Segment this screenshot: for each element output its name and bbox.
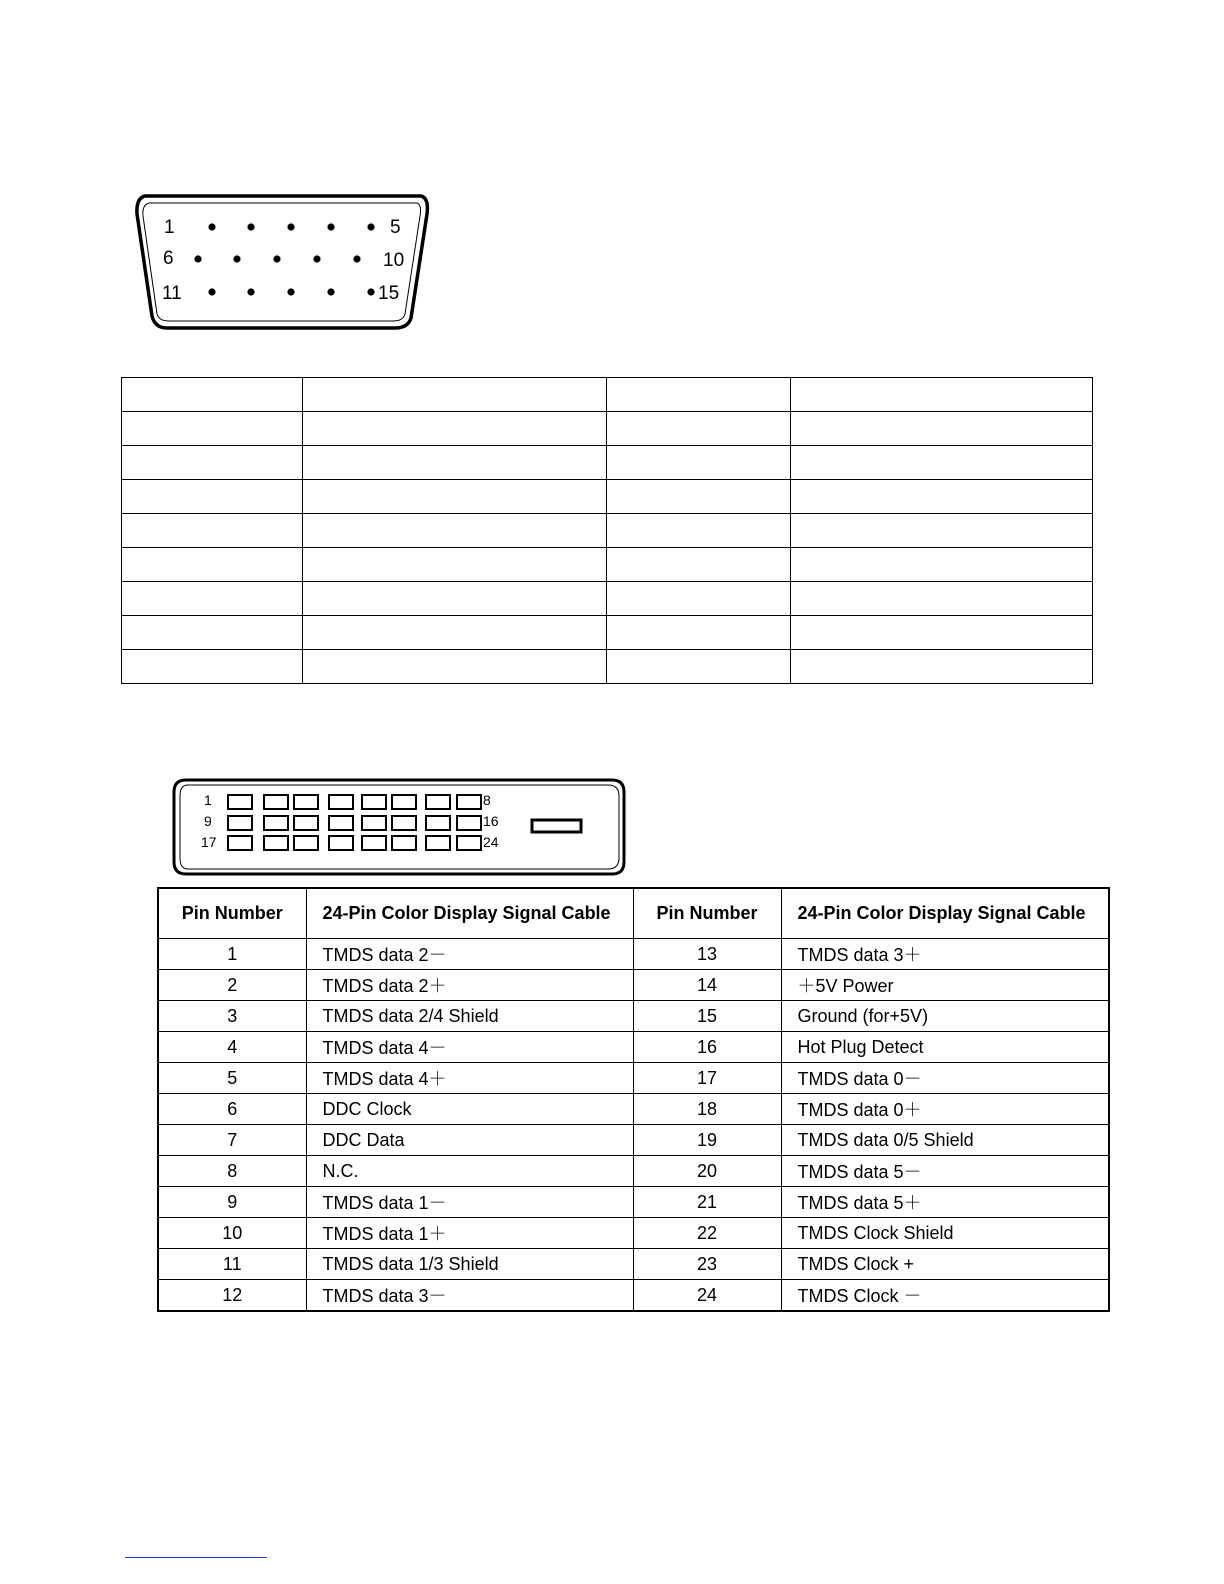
table-row (158, 1063, 1109, 1094)
dvi-label-pin-9: 9 (204, 813, 212, 829)
dvi-pin (228, 816, 252, 830)
vga-label-pin-15: 15 (378, 283, 400, 304)
vga-table-cell (607, 412, 791, 446)
vga-table-cell (122, 582, 303, 616)
vga-pin (287, 223, 294, 230)
vga-pin (327, 223, 334, 230)
signal-cell: TMDS Clock － (781, 1280, 1109, 1312)
dvi-label-pin-24: 24 (483, 834, 499, 850)
table-row (158, 1032, 1109, 1063)
dvi-label-pin-17: 17 (201, 834, 217, 850)
signal-cell: Hot Plug Detect (781, 1032, 1109, 1063)
signal-cell: TMDS data 3－ (306, 1280, 633, 1312)
vga-table-row (122, 616, 1093, 650)
vga-pin (353, 255, 360, 262)
vga-table-row (122, 650, 1093, 684)
signal-cell: Ground (for+5V) (781, 1001, 1109, 1032)
dvi-pin (264, 816, 288, 830)
vga-pin (287, 288, 294, 295)
vga-table-cell (122, 480, 303, 514)
dvi-pin (426, 795, 450, 809)
dvi-pin (457, 816, 481, 830)
dvi-pin (392, 816, 416, 830)
pin-number-cell: 8 (158, 1156, 306, 1187)
signal-cell: TMDS data 1－ (306, 1187, 633, 1218)
vga-table-cell (607, 616, 791, 650)
vga-pin (208, 223, 215, 230)
signal-cell: TMDS data 5－ (781, 1156, 1109, 1187)
signal-cell: TMDS Clock Shield (781, 1218, 1109, 1249)
table-row (158, 1094, 1109, 1125)
vga-table-cell (122, 412, 303, 446)
pin-number-cell: 18 (633, 1094, 781, 1125)
dvi-pin (426, 836, 450, 850)
vga-table-cell (303, 412, 607, 446)
vga-table-cell (303, 548, 607, 582)
pin-number-cell: 9 (158, 1187, 306, 1218)
header-signal-left: 24-Pin Color Display Signal Cable (306, 888, 633, 939)
pin-number-cell: 17 (633, 1063, 781, 1094)
signal-cell: N.C. (306, 1156, 633, 1187)
vga-table-cell (791, 616, 1093, 650)
pin-number-cell: 10 (158, 1218, 306, 1249)
vga-pin (367, 288, 374, 295)
table-row (158, 970, 1109, 1001)
pin-number-cell: 11 (158, 1249, 306, 1280)
signal-cell: TMDS data 5＋ (781, 1187, 1109, 1218)
table-row (158, 1001, 1109, 1032)
dvi-label-pin-1: 1 (204, 792, 212, 808)
dvi-connector-diagram (172, 778, 626, 876)
signal-cell: TMDS data 1＋ (306, 1218, 633, 1249)
vga-table-cell (303, 480, 607, 514)
pin-number-cell: 6 (158, 1094, 306, 1125)
vga-table-row (122, 446, 1093, 480)
dvi-ground-blade (532, 820, 581, 832)
pin-number-cell: 21 (633, 1187, 781, 1218)
vga-table-row (122, 582, 1093, 616)
vga-table-cell (303, 378, 607, 412)
vga-table-cell (791, 650, 1093, 684)
table-row (158, 1218, 1109, 1249)
vga-pin (273, 255, 280, 262)
vga-label-pin-1: 1 (164, 217, 175, 238)
vga-table-cell (607, 650, 791, 684)
vga-table-cell (791, 582, 1093, 616)
dvi-pin (228, 795, 252, 809)
vga-table-cell (791, 446, 1093, 480)
table-row (158, 1156, 1109, 1187)
signal-cell: TMDS data 0＋ (781, 1094, 1109, 1125)
vga-table-cell (607, 378, 791, 412)
footer-rule (125, 1557, 267, 1558)
dvi-label-pin-8: 8 (483, 792, 491, 808)
dvi-pin (457, 795, 481, 809)
pin-number-cell: 23 (633, 1249, 781, 1280)
vga-table-cell (791, 412, 1093, 446)
signal-cell: TMDS data 2－ (306, 939, 633, 970)
signal-cell: TMDS data 2/4 Shield (306, 1001, 633, 1032)
pin-number-cell: 19 (633, 1125, 781, 1156)
header-signal-right: 24-Pin Color Display Signal Cable (781, 888, 1109, 939)
pin-number-cell: 4 (158, 1032, 306, 1063)
vga-table-cell (303, 446, 607, 480)
dvi-pin (294, 836, 318, 850)
table-row (158, 1249, 1109, 1280)
pin-number-cell: 5 (158, 1063, 306, 1094)
signal-cell: TMDS data 4＋ (306, 1063, 633, 1094)
dvi-pin-table (157, 887, 1110, 1312)
vga-table-row (122, 412, 1093, 446)
pin-number-cell: 22 (633, 1218, 781, 1249)
signal-cell: TMDS data 1/3 Shield (306, 1249, 633, 1280)
signal-cell: TMDS data 0－ (781, 1063, 1109, 1094)
dvi-pin (294, 795, 318, 809)
pin-number-cell: 20 (633, 1156, 781, 1187)
vga-table-cell (791, 378, 1093, 412)
vga-table-cell (122, 650, 303, 684)
vga-table-cell (607, 582, 791, 616)
dvi-pin (264, 836, 288, 850)
signal-cell: ＋5V Power (781, 970, 1109, 1001)
pin-number-cell: 7 (158, 1125, 306, 1156)
dvi-pin (362, 795, 386, 809)
pin-number-cell: 3 (158, 1001, 306, 1032)
vga-pin-table (121, 377, 1093, 684)
pin-number-cell: 16 (633, 1032, 781, 1063)
vga-table-cell (607, 514, 791, 548)
vga-table-row (122, 514, 1093, 548)
vga-table-cell (303, 582, 607, 616)
vga-table-cell (122, 514, 303, 548)
vga-label-pin-6: 6 (163, 248, 174, 269)
vga-pin (367, 223, 374, 230)
vga-pin (327, 288, 334, 295)
pin-number-cell: 12 (158, 1280, 306, 1312)
vga-pin (208, 288, 215, 295)
pin-number-cell: 2 (158, 970, 306, 1001)
signal-cell: TMDS data 3＋ (781, 939, 1109, 970)
vga-table-cell (122, 548, 303, 582)
dvi-pin (329, 795, 353, 809)
pin-number-cell: 15 (633, 1001, 781, 1032)
dvi-label-pin-16: 16 (483, 813, 499, 829)
vga-pin (247, 288, 254, 295)
vga-table-cell (122, 378, 303, 412)
signal-cell: TMDS Clock + (781, 1249, 1109, 1280)
dvi-pin (392, 836, 416, 850)
vga-table-row (122, 548, 1093, 582)
vga-table-cell (122, 446, 303, 480)
vga-connector-diagram (133, 190, 433, 332)
vga-pin (194, 255, 201, 262)
vga-table-cell (303, 650, 607, 684)
pin-number-cell: 13 (633, 939, 781, 970)
dvi-pin (329, 816, 353, 830)
dvi-pin (392, 795, 416, 809)
signal-cell: TMDS data 2＋ (306, 970, 633, 1001)
vga-pin (247, 223, 254, 230)
vga-table-cell (607, 548, 791, 582)
dvi-pin (228, 836, 252, 850)
vga-table-cell (791, 514, 1093, 548)
dvi-pin (457, 836, 481, 850)
dvi-pin (264, 795, 288, 809)
dvi-pin (294, 816, 318, 830)
dvi-pin (362, 836, 386, 850)
dvi-pin (362, 816, 386, 830)
dvi-table-header-row (158, 888, 1109, 939)
vga-table-cell (607, 446, 791, 480)
signal-cell: DDC Data (306, 1125, 633, 1156)
vga-pin (233, 255, 240, 262)
vga-table-cell (122, 616, 303, 650)
signal-cell: DDC Clock (306, 1094, 633, 1125)
vga-table-cell (303, 616, 607, 650)
table-row (158, 1280, 1109, 1312)
header-pin-number-right: Pin Number (633, 888, 781, 939)
vga-table-cell (791, 480, 1093, 514)
pin-number-cell: 24 (633, 1280, 781, 1312)
table-row (158, 1187, 1109, 1218)
header-pin-number-left: Pin Number (158, 888, 306, 939)
vga-table-row (122, 480, 1093, 514)
signal-cell: TMDS data 4－ (306, 1032, 633, 1063)
signal-cell: TMDS data 0/5 Shield (781, 1125, 1109, 1156)
dvi-pin (426, 816, 450, 830)
vga-pin (313, 255, 320, 262)
vga-label-pin-10: 10 (383, 250, 405, 271)
pin-number-cell: 1 (158, 939, 306, 970)
dvi-inner-shell (180, 785, 619, 869)
pin-number-cell: 14 (633, 970, 781, 1001)
vga-table-cell (791, 548, 1093, 582)
vga-label-pin-11: 11 (162, 283, 182, 304)
vga-table-cell (607, 480, 791, 514)
table-row (158, 1125, 1109, 1156)
vga-table-cell (303, 514, 607, 548)
table-row (158, 939, 1109, 970)
dvi-pin (329, 836, 353, 850)
vga-label-pin-5: 5 (390, 217, 401, 238)
vga-table-row (122, 378, 1093, 412)
